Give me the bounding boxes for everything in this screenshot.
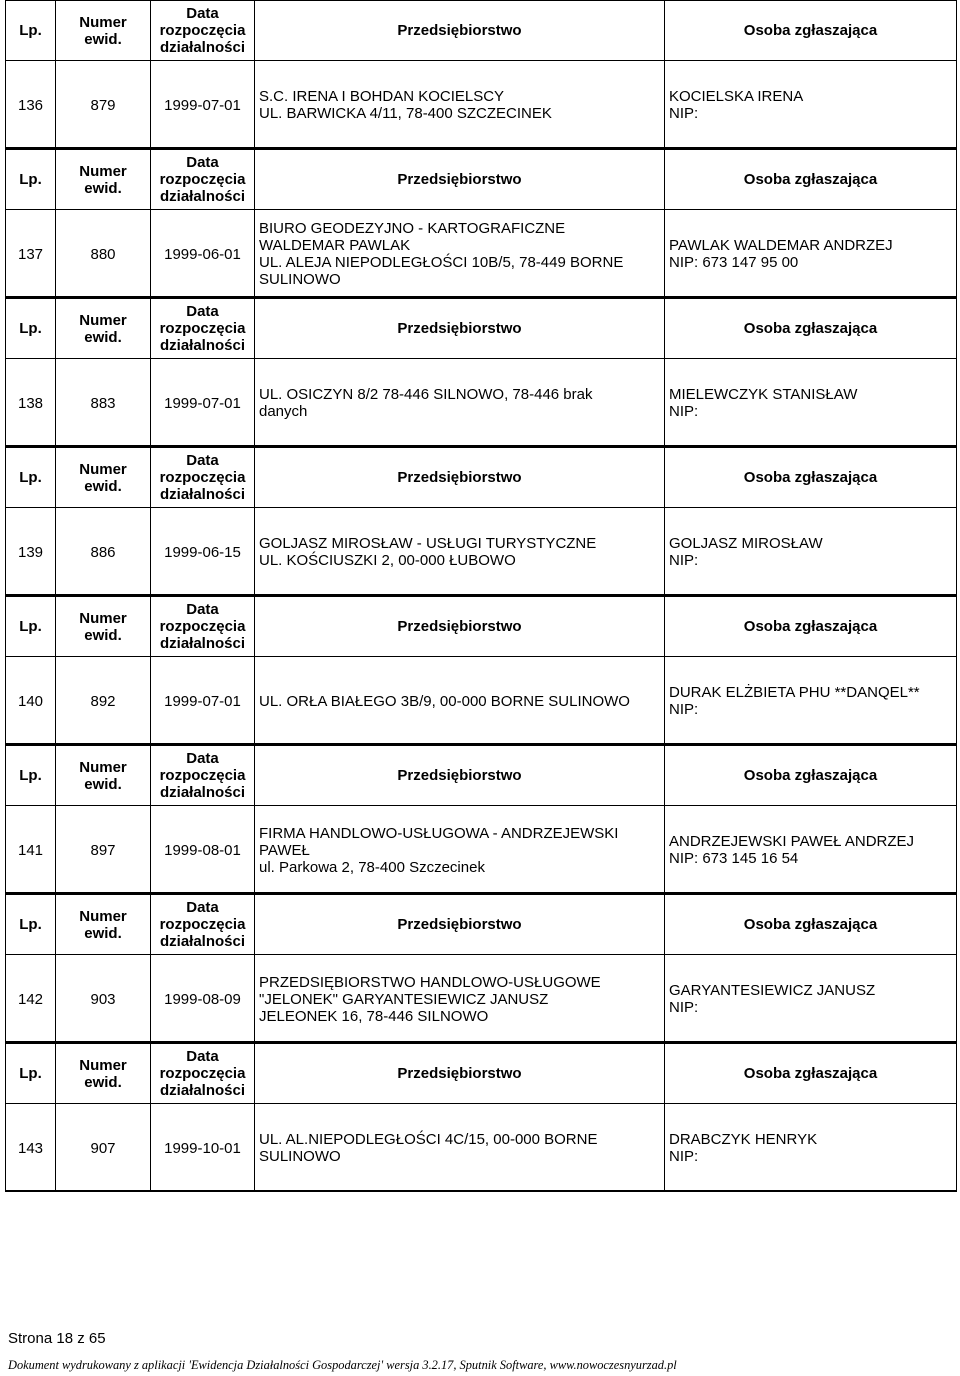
entry-lp-value: 136 [17, 96, 44, 114]
header-osoba-zglaszajaca: Osoba zgłaszająca [743, 22, 878, 39]
header-przedsiebiorstwo: Przedsiębiorstwo [255, 299, 665, 358]
entry-numer-value: 879 [90, 96, 116, 114]
entry-data [151, 657, 255, 745]
entry-lp [6, 508, 56, 596]
header-lp: Lp. [6, 299, 56, 358]
header-numer-ewid: Numer ewid. [56, 746, 151, 805]
entry-przedsiebiorstwo-value: UL. OSICZYN 8/2 78-446 SILNOWO, 78-446 brak danych [259, 386, 593, 420]
entry-osoba-value: GOLJASZ MIROSŁAW NIP: [669, 535, 823, 569]
entry-lp [6, 806, 56, 894]
header-lp: Lp. [6, 1044, 56, 1103]
entry-numer [56, 657, 151, 745]
header-data-rozpoczecia: Data rozpoczęcia działalności [151, 895, 255, 954]
header-data-rozpoczecia: Data rozpoczęcia działalności [151, 150, 255, 209]
register-entry [5, 298, 957, 447]
entry-data-row [6, 61, 956, 149]
entry-przedsiebiorstwo-value: BIURO GEODEZYJNO - KARTOGRAFICZNE WALDEMAR PAWLAK UL. ALEJA NIEPODLEGŁOŚCI 10B/5, 78-449 BORNE SULINOWO [259, 220, 624, 288]
entry-osoba [665, 806, 956, 894]
entry-osoba-value: DURAK ELŻBIETA PHU **DANQEL** NIP: [669, 684, 920, 718]
entry-lp [6, 657, 56, 745]
entry-header-row [6, 150, 956, 210]
entry-numer-value: 886 [90, 543, 116, 561]
register-entry [5, 596, 957, 745]
entry-osoba-value: KOCIELSKA IRENA NIP: [669, 88, 804, 122]
entry-osoba-value: MIELEWCZYK STANISŁAW NIP: [669, 386, 858, 420]
entry-data-row [6, 359, 956, 447]
header-numer-ewid: Numer ewid. [56, 895, 151, 954]
entry-data-value: 1999-07-01 [164, 394, 241, 412]
entry-data [151, 508, 255, 596]
register-table [5, 0, 957, 1192]
entry-numer-value: 883 [90, 394, 116, 412]
register-entry [5, 745, 957, 894]
entry-osoba [665, 657, 956, 745]
entry-osoba-value: PAWLAK WALDEMAR ANDRZEJ NIP: 673 147 95 00 [669, 237, 893, 271]
header-osoba-zglaszajaca: Osoba zgłaszająca [743, 171, 878, 188]
entry-data-row [6, 1104, 956, 1192]
entry-lp-value: 139 [17, 543, 44, 561]
header-numer-ewid: Numer ewid. [56, 150, 151, 209]
header-osoba-zglaszajaca: Osoba zgłaszająca [743, 916, 878, 933]
header-numer-ewid: Numer ewid. [56, 1, 151, 60]
entry-osoba-value: ANDRZEJEWSKI PAWEŁ ANDRZEJ NIP: 673 145 16 54 [669, 833, 915, 867]
entry-numer-value: 903 [90, 990, 116, 1008]
header-przedsiebiorstwo: Przedsiębiorstwo [255, 448, 665, 507]
entry-przedsiebiorstwo-value: UL. AL.NIEPODLEGŁOŚCI 4C/15, 00-000 BORNE SULINOWO [259, 1131, 598, 1165]
header-lp: Lp. [6, 597, 56, 656]
entry-data-row [6, 210, 956, 298]
header-przedsiebiorstwo: Przedsiębiorstwo [255, 1, 665, 60]
entry-data-value: 1999-06-15 [164, 543, 241, 561]
entry-lp [6, 210, 56, 298]
entry-lp [6, 955, 56, 1043]
print-footer-note: Dokument wydrukowany z aplikacji 'Ewidencja Działalności Gospodarczej' wersja 3.2.17, Sputnik Software, www.nowoczesnyurzad.pl [8, 1358, 677, 1372]
entry-data [151, 61, 255, 149]
register-entry [5, 1043, 957, 1192]
entry-lp-value: 140 [17, 692, 44, 710]
entry-przedsiebiorstwo-value: FIRMA HANDLOWO-USŁUGOWA - ANDRZEJEWSKI PAWEŁ ul. Parkowa 2, 78-400 Szczecinek [259, 824, 619, 876]
header-lp: Lp. [6, 746, 56, 805]
entry-przedsiebiorstwo [255, 359, 665, 447]
entry-osoba [665, 359, 956, 447]
register-entry [5, 447, 957, 596]
entry-osoba [665, 1104, 956, 1192]
entry-przedsiebiorstwo-value: PRZEDSIĘBIORSTWO HANDLOWO-USŁUGOWE "JELONEK" GARYANTESIEWICZ JANUSZ JELEONEK 16, 78-446 SILNOWO [259, 973, 601, 1025]
header-przedsiebiorstwo: Przedsiębiorstwo [255, 895, 665, 954]
header-lp: Lp. [6, 448, 56, 507]
entry-lp-value: 138 [17, 394, 44, 412]
entry-data-value: 1999-07-01 [164, 692, 241, 710]
header-data-rozpoczecia: Data rozpoczęcia działalności [151, 1, 255, 60]
entry-data-row [6, 806, 956, 894]
entry-numer [56, 955, 151, 1043]
entry-lp-value: 142 [17, 990, 44, 1008]
entry-header-row [6, 448, 956, 508]
entry-numer [56, 508, 151, 596]
entry-osoba-value: GARYANTESIEWICZ JANUSZ NIP: [669, 982, 876, 1016]
entry-lp [6, 61, 56, 149]
entry-data-value: 1999-08-09 [164, 990, 241, 1008]
entry-przedsiebiorstwo [255, 1104, 665, 1192]
header-data-rozpoczecia: Data rozpoczęcia działalności [151, 597, 255, 656]
entry-numer-value: 880 [90, 245, 116, 263]
entry-numer-value: 907 [90, 1139, 116, 1157]
header-data-rozpoczecia: Data rozpoczęcia działalności [151, 1044, 255, 1103]
entry-przedsiebiorstwo-value: UL. ORŁA BIAŁEGO 3B/9, 00-000 BORNE SULINOWO [259, 692, 630, 710]
register-entry [5, 0, 957, 149]
header-lp: Lp. [6, 150, 56, 209]
header-numer-ewid: Numer ewid. [56, 448, 151, 507]
entry-data [151, 806, 255, 894]
entry-przedsiebiorstwo [255, 806, 665, 894]
entry-numer-value: 892 [90, 692, 116, 710]
header-przedsiebiorstwo: Przedsiębiorstwo [255, 150, 665, 209]
entry-numer-value: 897 [90, 841, 116, 859]
header-numer-ewid: Numer ewid. [56, 299, 151, 358]
entry-przedsiebiorstwo [255, 210, 665, 298]
entry-header-row [6, 299, 956, 359]
entry-data [151, 1104, 255, 1192]
entry-lp [6, 1104, 56, 1192]
header-przedsiebiorstwo: Przedsiębiorstwo [255, 597, 665, 656]
header-numer-ewid: Numer ewid. [56, 1044, 151, 1103]
header-przedsiebiorstwo: Przedsiębiorstwo [255, 1044, 665, 1103]
entry-przedsiebiorstwo-value: S.C. IRENA I BOHDAN KOCIELSCY UL. BARWICKA 4/11, 78-400 SZCZECINEK [259, 88, 552, 122]
entry-osoba-value: DRABCZYK HENRYK NIP: [669, 1131, 818, 1165]
header-numer-ewid: Numer ewid. [56, 597, 151, 656]
entry-data-value: 1999-10-01 [164, 1139, 241, 1157]
entry-lp-value: 141 [17, 841, 44, 859]
entry-numer [56, 210, 151, 298]
entry-osoba [665, 61, 956, 149]
header-data-rozpoczecia: Data rozpoczęcia działalności [151, 746, 255, 805]
entry-data [151, 210, 255, 298]
entry-data-value: 1999-08-01 [164, 841, 241, 859]
entry-numer [56, 61, 151, 149]
header-data-rozpoczecia: Data rozpoczęcia działalności [151, 448, 255, 507]
entry-header-row [6, 895, 956, 955]
header-osoba-zglaszajaca: Osoba zgłaszająca [743, 767, 878, 784]
entry-przedsiebiorstwo [255, 508, 665, 596]
entry-lp [6, 359, 56, 447]
entry-data-row [6, 657, 956, 745]
header-lp: Lp. [6, 895, 56, 954]
page-number: Strona 18 z 65 [8, 1330, 106, 1347]
entry-numer [56, 1104, 151, 1192]
entry-numer [56, 806, 151, 894]
header-przedsiebiorstwo: Przedsiębiorstwo [255, 746, 665, 805]
entry-data [151, 359, 255, 447]
register-entry [5, 894, 957, 1043]
entry-lp-value: 143 [17, 1139, 44, 1157]
header-osoba-zglaszajaca: Osoba zgłaszająca [743, 469, 878, 486]
header-osoba-zglaszajaca: Osoba zgłaszająca [743, 320, 878, 337]
entry-header-row [6, 1044, 956, 1104]
entry-data-value: 1999-07-01 [164, 96, 241, 114]
entry-osoba [665, 955, 956, 1043]
header-data-rozpoczecia: Data rozpoczęcia działalności [151, 299, 255, 358]
entry-osoba [665, 508, 956, 596]
entry-przedsiebiorstwo [255, 955, 665, 1043]
entry-data-value: 1999-06-01 [164, 245, 241, 263]
entry-data-row [6, 508, 956, 596]
register-entry [5, 149, 957, 298]
entry-header-row [6, 1, 956, 61]
entry-data-row [6, 955, 956, 1043]
entry-header-row [6, 746, 956, 806]
header-lp: Lp. [6, 1, 56, 60]
entry-osoba [665, 210, 956, 298]
entry-data [151, 955, 255, 1043]
entry-header-row [6, 597, 956, 657]
entry-lp-value: 137 [17, 245, 44, 263]
header-osoba-zglaszajaca: Osoba zgłaszająca [743, 1065, 878, 1082]
entry-przedsiebiorstwo [255, 61, 665, 149]
header-osoba-zglaszajaca: Osoba zgłaszająca [743, 618, 878, 635]
entry-przedsiebiorstwo [255, 657, 665, 745]
entry-przedsiebiorstwo-value: GOLJASZ MIROSŁAW - USŁUGI TURYSTYCZNE UL. KOŚCIUSZKI 2, 00-000 ŁUBOWO [259, 535, 597, 569]
entry-numer [56, 359, 151, 447]
